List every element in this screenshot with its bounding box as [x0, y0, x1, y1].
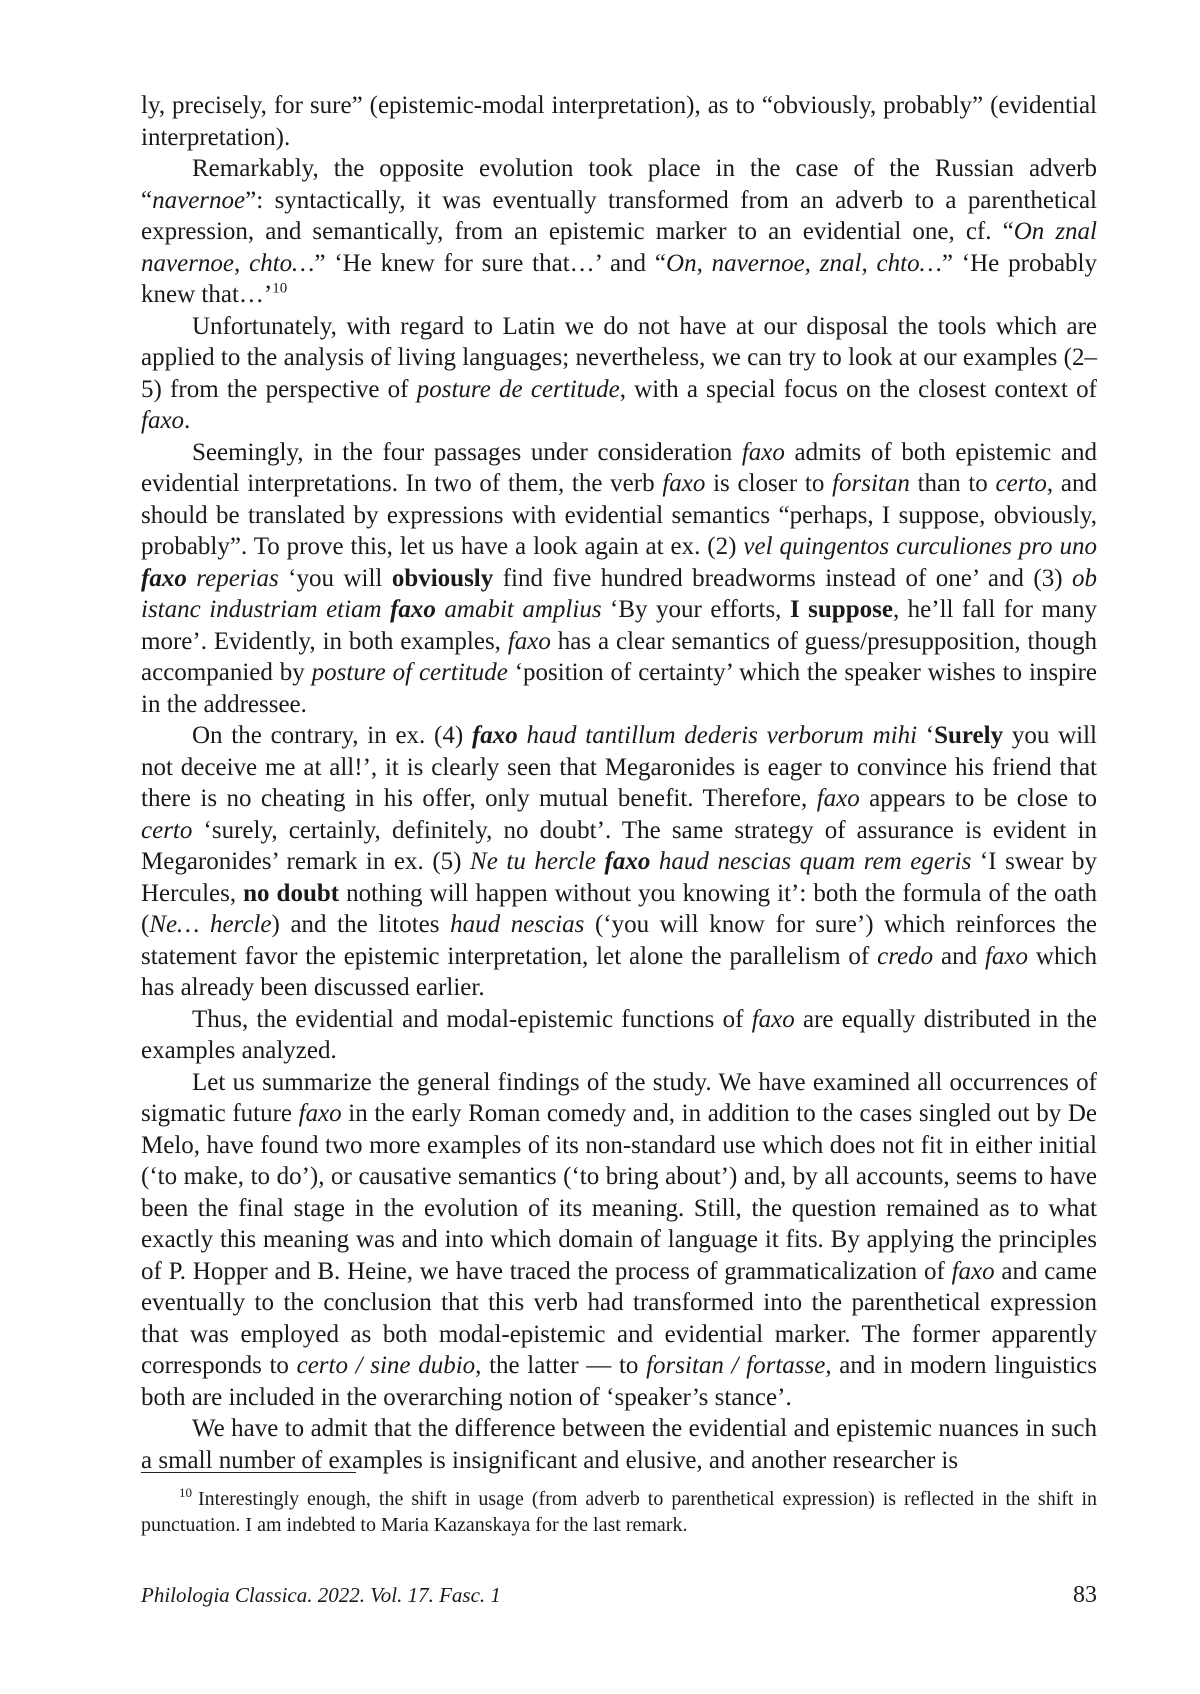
text-segment: ‘By your efforts, — [601, 596, 790, 623]
footnote-divider — [141, 1472, 356, 1473]
text-segment: certo — [141, 816, 193, 844]
text-segment: is closer to — [705, 470, 833, 497]
text-segment: ‘you will — [278, 564, 392, 592]
text-segment: you will not deceive me at all!’, it is clearly seen that Megaronides is eager to convince his friend that there is no cheating in his offer, only mutual benefit. Therefore, — [141, 722, 1097, 812]
footnote-text: Interestingly enough, the shift in usage (from adverb to parenthetical expression) is reflected in the shift in punctuation. I am indebted to Maria Kazanskaya for the last remark. — [141, 1488, 1097, 1536]
text-segment: faxo — [816, 785, 860, 812]
text-segment: On, navernoe, znal, chto… — [666, 249, 942, 277]
text-segment: ”: syntactically, it was eventually transformed from an adverb to a parenthetical expression, and semantically, from an epistemic marker to an evidential one, cf. “ — [141, 186, 1097, 245]
text-segment: certo / sine dubio — [296, 1352, 476, 1379]
text-segment: faxo — [141, 564, 187, 592]
text-segment: posture of certitude — [311, 659, 508, 686]
text-segment: I suppose — [789, 596, 893, 623]
text-segment: navernoe — [152, 186, 246, 214]
footnote-number: 10 — [179, 1485, 192, 1501]
text-segment: ‘position of certainty’ which the speaker wishes to inspire in the addressee. — [141, 659, 1097, 718]
text-segment: faxo — [951, 1257, 995, 1285]
text-segment: forsitan — [832, 470, 910, 497]
paragraph-4 — [141, 720, 1097, 1004]
text-segment: ‘I swear by Hercules, — [141, 848, 1098, 907]
text-segment: ob istanc industriam etiam — [141, 564, 1098, 623]
text-segment: , and should be translated by expressions with evidential semantics “perhaps, I suppose, obviously, probably”. To prove this, let us have a look again at ex. (2) — [141, 470, 1097, 560]
footnote — [141, 1486, 1097, 1538]
text-segment: faxo — [507, 627, 551, 655]
text-segment: ‘surely, certainly, definitely, no doubt’. The same strategy of assurance is evident in Megaronides’ remark in ex. (5) — [141, 816, 1097, 875]
text-segment: credo — [877, 942, 934, 970]
text-segment: has a clear semantics of guess/presupposition, though accompanied by — [141, 627, 1098, 686]
running-footer — [141, 1582, 1097, 1609]
text-segment: haud nescias — [450, 911, 585, 938]
text-segment: find five hundred breadworms instead of one’ and (3) — [493, 564, 1073, 592]
text-segment: Let us summarize the general findings of the study. We have examined all occurrences of sigmatic future — [141, 1068, 1097, 1127]
text-segment: are equally distributed in the examples analyzed. — [141, 1005, 1097, 1064]
text-segment: ly, precisely, for sure” (epistemic-modal interpretation), as to “obviously, probably” (evidential interpretation). — [141, 92, 1097, 151]
text-segment: and came eventually to the conclusion that this verb had transformed into the parenthetical expression that was employed as both modal-epistemic and evidential marker. The former apparently corresponds to — [141, 1257, 1097, 1379]
text-segment: haud tantillum dederis verborum mihi — [517, 722, 918, 749]
text-segment: vel quingentos curculiones pro uno — [743, 533, 1097, 560]
text-segment: faxo — [741, 438, 785, 466]
text-segment: than to — [909, 470, 996, 497]
text-segment: haud nescias quam rem egeris — [650, 848, 972, 875]
text-segment: faxo — [141, 407, 185, 434]
text-segment: On the contrary, in ex. (4) — [192, 722, 472, 749]
text-segment: faxo — [751, 1005, 795, 1033]
text-segment: and — [933, 942, 985, 970]
text-segment: On znal navernoe, chto… — [141, 218, 1097, 277]
text-segment: faxo — [662, 470, 706, 497]
text-segment: obviously — [391, 564, 494, 592]
text-segment: no doubt — [243, 879, 340, 907]
text-segment: reperias — [186, 564, 279, 592]
text-segment: ” ‘He probably knew that…’ — [141, 249, 1097, 308]
footnote-reference[interactable]: 10 — [272, 280, 288, 297]
text-segment: forsitan / fortasse — [646, 1352, 826, 1379]
text-segment: We have to admit that the difference between the evidential and epistemic nuances in such a small number of examples is insignificant and elusive, and another researcher is — [141, 1415, 1097, 1474]
text-segment: which has already been discussed earlier. — [141, 942, 1098, 1001]
paragraph-2 — [141, 311, 1097, 437]
journal-citation: Philologia Classica. 2022. Vol. 17. Fasc. 1 — [141, 1583, 501, 1607]
text-segment: , and in modern linguistics both are included in the overarching notion of ‘speaker’s stance’. — [141, 1352, 1097, 1411]
paragraph-3 — [141, 437, 1097, 721]
text-segment: , the latter — to — [475, 1352, 647, 1379]
text-segment: . — [184, 407, 191, 434]
body-text — [141, 90, 1097, 1476]
text-segment: , he’ll fall for many more’. Evidently, in both examples, — [141, 596, 1098, 655]
text-segment: Unfortunately, with regard to Latin we do not have at our disposal the tools which are applied to the analysis of living languages; nevertheless, we can try to look at our examples (2–5) from the perspective of — [141, 312, 1097, 403]
text-segment: certo — [995, 470, 1047, 497]
paragraph-6 — [141, 1067, 1097, 1414]
text-segment: Remarkably, the opposite evolution took place in the case of the Russian adverb “ — [141, 155, 1097, 214]
text-segment: (‘you will know for sure’) which reinforces the statement favor the epistemic interpretation, let alone the parallelism of — [141, 911, 1097, 970]
text-segment: Surely — [934, 722, 1004, 749]
text-segment: ) and the litotes — [271, 911, 451, 938]
text-segment: admits of both epistemic and evidential interpretations. In two of them, the verb — [141, 438, 1097, 497]
text-segment: in the early Roman comedy and, in addition to the cases singled out by De Melo, have found two more examples of its non-standard use which does not fit in either initial (‘to make, to do’), or causative semantics (‘to bring about’) and, by all accounts, seems to have been the final stage in the evolution of its meaning. Still, the question remained as to what exactly this meaning was and into which domain of language it fits. By applying the principles of P. Hopper and B. Heine, we have traced the process of grammaticalization of — [141, 1100, 1097, 1285]
text-segment: faxo — [471, 722, 518, 749]
text-segment: Seemingly, in the four passages under consideration — [192, 438, 742, 466]
paragraph-0 — [141, 90, 1097, 153]
text-segment: Ne tu hercle — [470, 848, 605, 875]
text-segment: amabit amplius — [435, 596, 602, 623]
text-segment: faxo — [984, 942, 1029, 970]
text-segment: , with a special focus on the closest context of — [619, 375, 1097, 403]
text-segment: ” ‘He knew for sure that…’ and “ — [314, 249, 667, 277]
text-segment: Ne… hercle — [149, 911, 272, 938]
text-segment: nothing will happen without you knowing it’: both the formula of the oath ( — [141, 879, 1097, 938]
paragraph-1 — [141, 153, 1097, 311]
text-segment: Thus, the evidential and modal-epistemic functions of — [192, 1005, 752, 1033]
text-segment: faxo — [390, 596, 436, 623]
text-segment: posture de certitude — [416, 375, 620, 403]
text-segment: appears to be close to — [859, 785, 1097, 812]
text-segment: faxo — [298, 1100, 342, 1127]
paragraph-7 — [141, 1413, 1097, 1476]
text-segment: ‘ — [917, 722, 935, 749]
page-number: 83 — [1073, 1582, 1097, 1608]
text-segment: faxo — [604, 848, 651, 875]
paragraph-5 — [141, 1004, 1097, 1067]
